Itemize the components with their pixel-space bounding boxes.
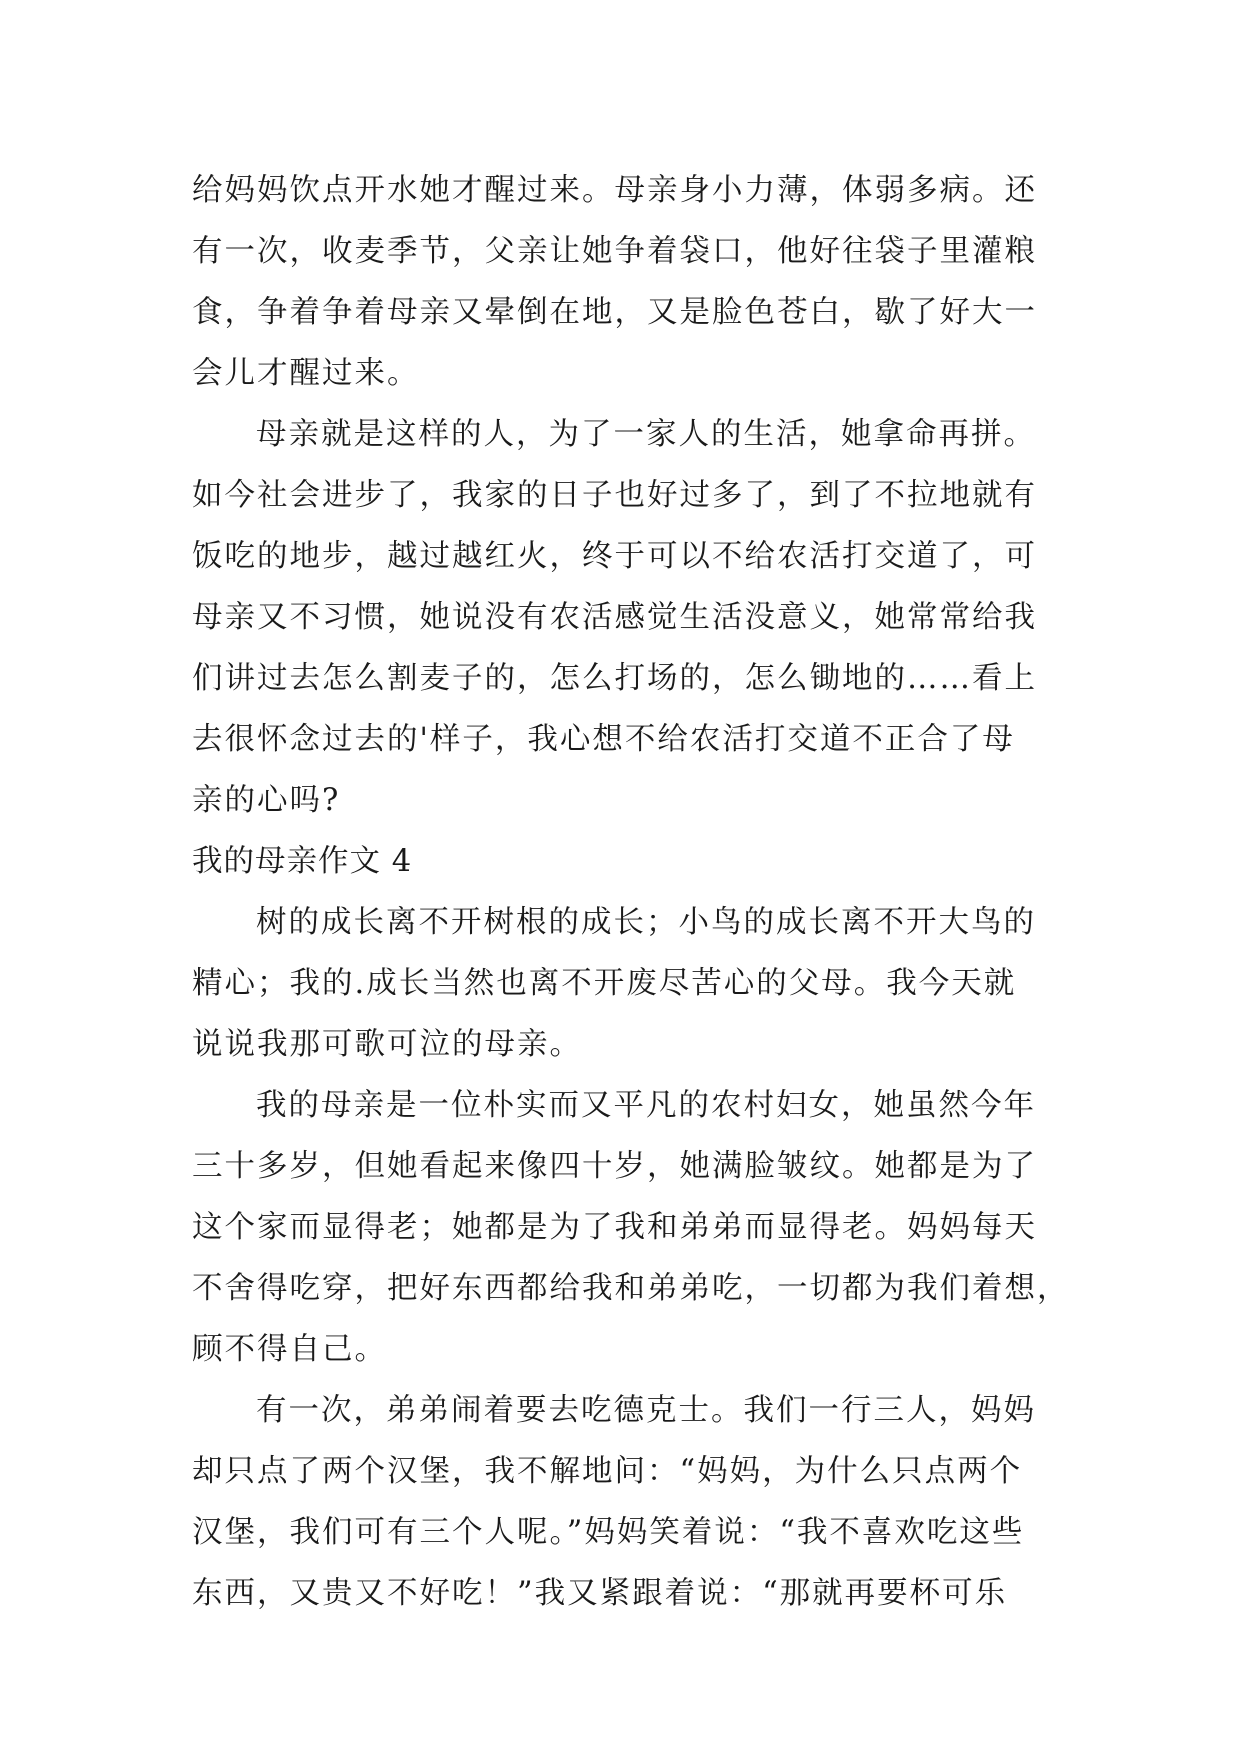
text-line: 食，争着争着母亲又晕倒在地，又是脸色苍白，歇了好大一 <box>192 295 1037 330</box>
text-line: 给妈妈饮点开水她才醒过来。母亲身小力薄，体弱多病。还 <box>192 173 1037 208</box>
text-line: 有一次，弟弟闹着要去吃德克士。我们一行三人，妈妈 <box>256 1393 1036 1428</box>
text-line: 不舍得吃穿，把好东西都给我和弟弟吃，一切都为我们着想， <box>192 1271 1070 1306</box>
text-line: 这个家而显得老；她都是为了我和弟弟而显得老。妈妈每天 <box>192 1210 1037 1245</box>
text-line: 东西，又贵又不好吃！”我又紧跟着说：“那就再要杯可乐 <box>192 1576 1008 1611</box>
text-line: 饭吃的地步，越过越红火，终于可以不给农活打交道了，可 <box>192 539 1037 574</box>
section-heading: 我的母亲作文 4 <box>192 844 413 879</box>
text-line: 有一次，收麦季节，父亲让她争着袋口，他好往袋子里灌粮 <box>192 234 1037 269</box>
text-line: 说说我那可歌可泣的母亲。 <box>192 1027 582 1062</box>
text-line: 汉堡，我们可有三个人呢。”妈妈笑着说：“我不喜欢吃这些 <box>192 1515 1025 1550</box>
text-line: 三十多岁，但她看起来像四十岁，她满脸皱纹。她都是为了 <box>192 1149 1037 1184</box>
document-body <box>192 160 1072 1624</box>
text-line: 顾不得自己。 <box>192 1332 387 1367</box>
text-line: 母亲就是这样的人，为了一家人的生活，她拿命再拼。 <box>256 417 1036 452</box>
text-line: 如今社会进步了，我家的日子也好过多了，到了不拉地就有 <box>192 478 1037 513</box>
text-line: 精心；我的.成长当然也离不开废尽苦心的父母。我今天就 <box>192 966 1017 1001</box>
text-line: 母亲又不习惯，她说没有农活感觉生活没意义，她常常给我 <box>192 600 1037 635</box>
text-line: 会儿才醒过来。 <box>192 356 420 391</box>
text-line: 树的成长离不开树根的成长；小鸟的成长离不开大鸟的 <box>256 905 1036 940</box>
text-line: 亲的心吗? <box>192 783 341 818</box>
text-line: 去很怀念过去的'样子，我心想不给农活打交道不正合了母 <box>192 722 1015 757</box>
text-line: 我的母亲是一位朴实而又平凡的农村妇女，她虽然今年 <box>256 1088 1036 1123</box>
text-line: 却只点了两个汉堡，我不解地问：“妈妈，为什么只点两个 <box>192 1454 1023 1489</box>
text-line: 们讲过去怎么割麦子的，怎么打场的，怎么锄地的……看上 <box>192 661 1037 696</box>
